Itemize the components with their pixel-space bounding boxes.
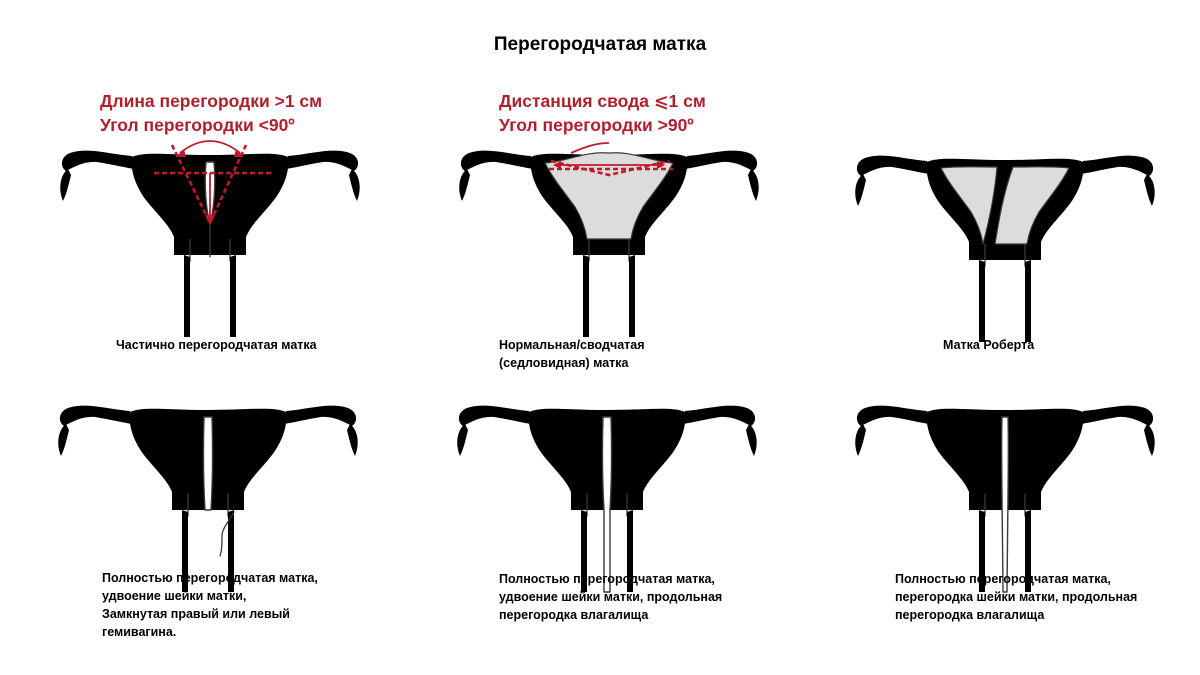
caption-robert [943, 336, 1034, 354]
caption-line: Полностью перегородчатая матка, [499, 572, 715, 586]
caption-line: перегородка шейки матки, продольная [895, 590, 1138, 604]
caption-line: удвоение шейки матки, продольная [499, 590, 723, 604]
caption-line: Замкнутая правый или левый [102, 607, 290, 621]
caption-line: перегородка влагалища [895, 608, 1045, 622]
annotation-line: Длина перегородки >1 см [100, 91, 323, 111]
caption-line: гемивагина. [102, 625, 177, 639]
caption-line: Матка Роберта [943, 338, 1035, 352]
caption-line: перегородка влагалища [499, 608, 649, 622]
annotation-line: Угол перегородки <90º [100, 115, 295, 135]
caption-arcuate [499, 336, 645, 372]
figure-partial-septate-uterus [90, 145, 330, 345]
annotation-partial-septate [100, 89, 322, 137]
caption-obstructed-hemivagina [102, 569, 318, 641]
annotation-arcuate [499, 89, 706, 137]
caption-partial-septate [116, 336, 317, 354]
caption-line: Полностью перегородчатая матка, [102, 571, 318, 585]
annotation-line: Дистанция свода ⩽1 см [499, 91, 706, 111]
caption-line: Частично перегородчатая матка [116, 338, 317, 352]
figure-robert-uterus [885, 150, 1125, 350]
figure-arcuate-uterus [489, 145, 729, 345]
caption-line: Нормальная/сводчатая [499, 338, 645, 352]
caption-line: Полностью перегородчатая матка, [895, 572, 1111, 586]
caption-cervical-septum [895, 570, 1137, 624]
page-title: Перегородчатая матка [493, 34, 707, 55]
caption-line: (седловидная) матка [499, 356, 629, 370]
annotation-line: Угол перегородки >90º [499, 115, 694, 135]
caption-line: удвоение шейки матки, [102, 589, 247, 603]
caption-duplicated-cervix [499, 570, 722, 624]
